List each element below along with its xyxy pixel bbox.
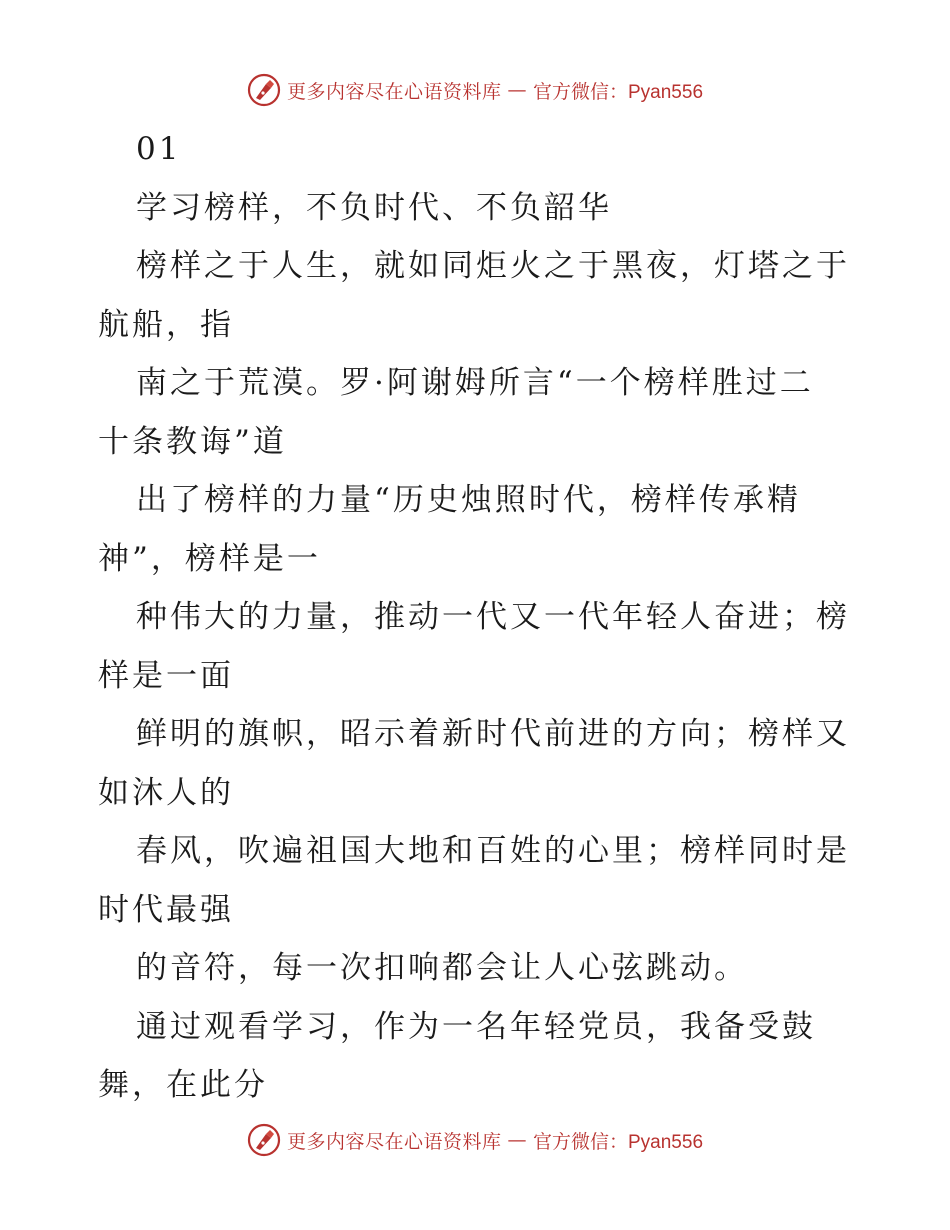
text-line: 学习榜样，不负时代、不负韶华: [136, 189, 612, 226]
watermark-footer: [0, 1120, 950, 1160]
text-line: 种伟大的力量，推动一代又一代年轻人奋进；榜: [136, 599, 850, 635]
watermark-contact: 官方微信：Pyan556: [533, 81, 704, 103]
watermark-text: 更多内容尽在心语资料库: [286, 1130, 502, 1153]
text-line: 十条教诲”道: [98, 423, 287, 460]
text-line: 如沐人的: [98, 774, 234, 811]
text-line: 榜样之于人生，就如同炬火之于黑夜，灯塔之于: [136, 248, 850, 284]
watermark-text: 更多内容尽在心语资料库: [286, 80, 502, 103]
watermark-header: [0, 70, 950, 110]
document-body: [98, 120, 858, 1115]
text-line: 神”，榜样是一: [98, 540, 321, 577]
watermark-separator: —: [507, 1129, 527, 1151]
watermark-separator: —: [507, 79, 527, 101]
text-line: 鲜明的旗帜，昭示着新时代前进的方向；榜样又: [136, 716, 850, 752]
text-line: 春风，吹遍祖国大地和百姓的心里；榜样同时是: [136, 833, 850, 869]
pen-nib-logo-icon: [247, 73, 281, 107]
text-line: 航船，指: [98, 306, 234, 343]
text-line: 时代最强: [98, 891, 234, 928]
text-line: 南之于荒漠。罗·阿谢姆所言“一个榜样胜过二: [136, 365, 814, 401]
text-line: 的音符，每一次扣响都会让人心弦跳动。: [136, 950, 748, 986]
text-line: 样是一面: [98, 657, 234, 694]
pen-nib-logo-icon: [247, 1123, 281, 1157]
watermark-contact: 官方微信：Pyan556: [533, 1131, 704, 1153]
text-line: 出了榜样的力量“历史烛照时代，榜样传承精: [136, 482, 801, 518]
text-line: 通过观看学习，作为一名年轻党员，我备受鼓: [136, 1008, 816, 1045]
text-line: 01: [136, 131, 182, 167]
text-line: 舞，在此分: [98, 1067, 268, 1103]
